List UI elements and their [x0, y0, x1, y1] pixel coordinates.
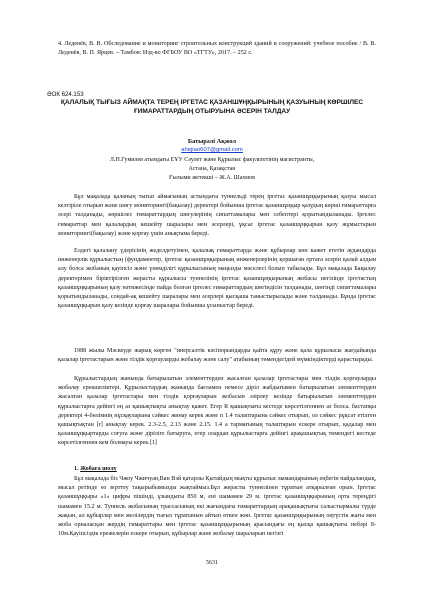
udk-code: ӘОК 624.153: [47, 91, 84, 98]
body-paragraph: Елдегі қалалану үдерісінің жеделдетуімен, қалалық ғимараттарда және құбырлар көп кажет ететін аудандарда инженерлік құрылыстың (фундаментер, іргетас қазаншұңқырының инженерлерінің қоршаған ортаға әсерін қалай алдын алу болса жобаның қауіпсіз және үнемділігі құрылысының маңызды мәселесі болып табылады. Бұл мақалада Бақылау деректерімен біріктірілген жерасты құрылысы туннелінің іргетас қазаншұңқырының жобасы негізінде іргетастың қазаншұңқырының қазу нәтижесінде пайда болған іргелес ғимараттардың шөгіндісін талданады, шөгінді сипаттамалары қорытындыланады, сондай-ақ кешейту шаралары мен әсерлері қысқаша таныстырылады және талданады. Бұнда іргетас қазаншұңқырын қазу кезінде қорғау шаралары бойынша ұсыныстар береді.: [58, 248, 376, 310]
author-email-link[interactable]: ahejiao607@gmail.com: [181, 147, 243, 153]
body-paragraph: Құрылыстардың жанында батырылатын элементтерден жасалған қалалар іргетастары мен тілдік қорғауларды жобалау ерекшеліктері. Құрылыстардың жанында бағламен немесе діріл жабдығымен батырылатын элементтерден жасалған қалалар іргетастары мен тілдік қорғауларын жобасын әзірлеу кезінде батырылатын элементтерден құрылыстарға дейінгі ең аз қашықтықты анықтау қажет. Егер R қашықтығы кестеде көрсетілгеннен аз болса. бастапқы деректері 4-бөлімнің нұсқауларына сәйкес жинау керек және п 1.4 талаптарына сәйкес отырып, ол сәйкес рұқсат етілген қашықтықтан [r] анықтау керек. 2.3-2.5, 2.13 және 2.15. 1.4 а тармағының талаптарын ескере отырып, қадалар мен қазаншұңқыртарды соғуға және діріліге батыруға, егер олардан құрылыстарға дейінгі арақашықтық төмендегі кестеде көрсетілгеннен кем болмауы керек.[1]: [58, 376, 376, 447]
body-paragraph: Бұл мақалада біз Чжоу Чжичуан,Ван Вэй қатарлы Қытайдың мықты құрылыс мамандарының еңбегін пайдаландық, мысал ретінде өз зерттеу тақырыбымызды жақтаймыз.Бұл жерасты туннелінен тұратын атқарылған орын. Іргетас қазаншұңқыры «1» цифры пішінді, ұзындығы 850 м, ені шамамен 29 м. іргетас қазаншұңқырының орта тереңдігі шамамен 15.2 м. Туннель жобасының трассасының екі жағындағы ғимараттардың арақашықтығы салыстырмалы түрде жақын, ал құбырлар мен желілердің тығыз тұратынын айтып өткен жөн. Іргетас қазаншұңқырының оңтүстік жағы мен жоба орналасқан жердің ғимараттары мен іргетас қазаншұңқырының арасындағы ең қысқа қашықтығы небәрі 8-10м.Қауіпсіздік ережелерін ескере отырып, құбырлар және жобалау шараларын негізгі: [58, 476, 376, 538]
section-heading: [74, 465, 117, 474]
scientific-supervisor: Ғылыми жетекші – Ж.А. Шахмов: [169, 175, 255, 181]
page-number: 5631: [206, 560, 218, 566]
section-number: 1.: [74, 466, 79, 472]
previous-reference: 4. Леденёв, В. В. Обследование и мониторинг строительных конструкций зданий и сооружений: учебное пособие / В. В. Леденёв, В. П. Ярцев. – Тамбов: Изд-во ФГБОУ ВО «ТГТУ», 2017. – 252 с.: [58, 41, 376, 57]
section-title: Жобаға шолу: [80, 466, 117, 472]
affiliation-block: [0, 156, 424, 183]
affiliation-city: Астана, Қазақстан: [188, 166, 236, 172]
abstract: Бұл мақалада қаланың тығыз аймағының астындағы туннельді терең іргетас қазаншұңқырының қазуы мысал келтіріле отырып және шөгу мониторингі(бақылау) деректері бойынша іргетас қазаншұңқыр қазудың көрші ғимараттарға әсері талданады, көршілес ғимараттардың шөгулерінің сипаттамалары мен себептері қорытындыланады. Іргелес ғимараттар мен қалалардың кешейту шаралары мен әсерлері, ұқсас іргетас қазаншұңқырын қазу жұмыстарын мониторингі(бақылау) және қорғау үшін анықтама береді.: [58, 194, 376, 237]
author-name: Батырәлі Ақжол: [187, 138, 237, 145]
affiliation-line: Л.Н.Гумилев атындағы ЕҰУ Сәулет және Құрылыс факультетінің магистранты,: [109, 157, 315, 163]
body-paragraph: 1988 жылы Мәскеуде жарық көрген "инерсалтік кәсіпорындарды қайта құру және қала құрылысы жағдайында қалалар іргетастарын және тілдік қорғауларды жобалау және салу" атабының төмендегідей мүмкіндіктерді қарастырады.: [58, 348, 376, 364]
paper-title: ҚАЛАЛЫҚ ТЫҒЫЗ АЙМАҚТА ТЕРЕҢ ІРГЕТАС ҚАЗАНШҰҢҚЫРЫНЫҢ ҚАЗУЫНЫҢ КӨРШІЛЕС ҒИМАРАТТАРДЫҢ ОТЫРУЫНА ӘСЕРІН ТАЛДАУ: [60, 99, 364, 115]
